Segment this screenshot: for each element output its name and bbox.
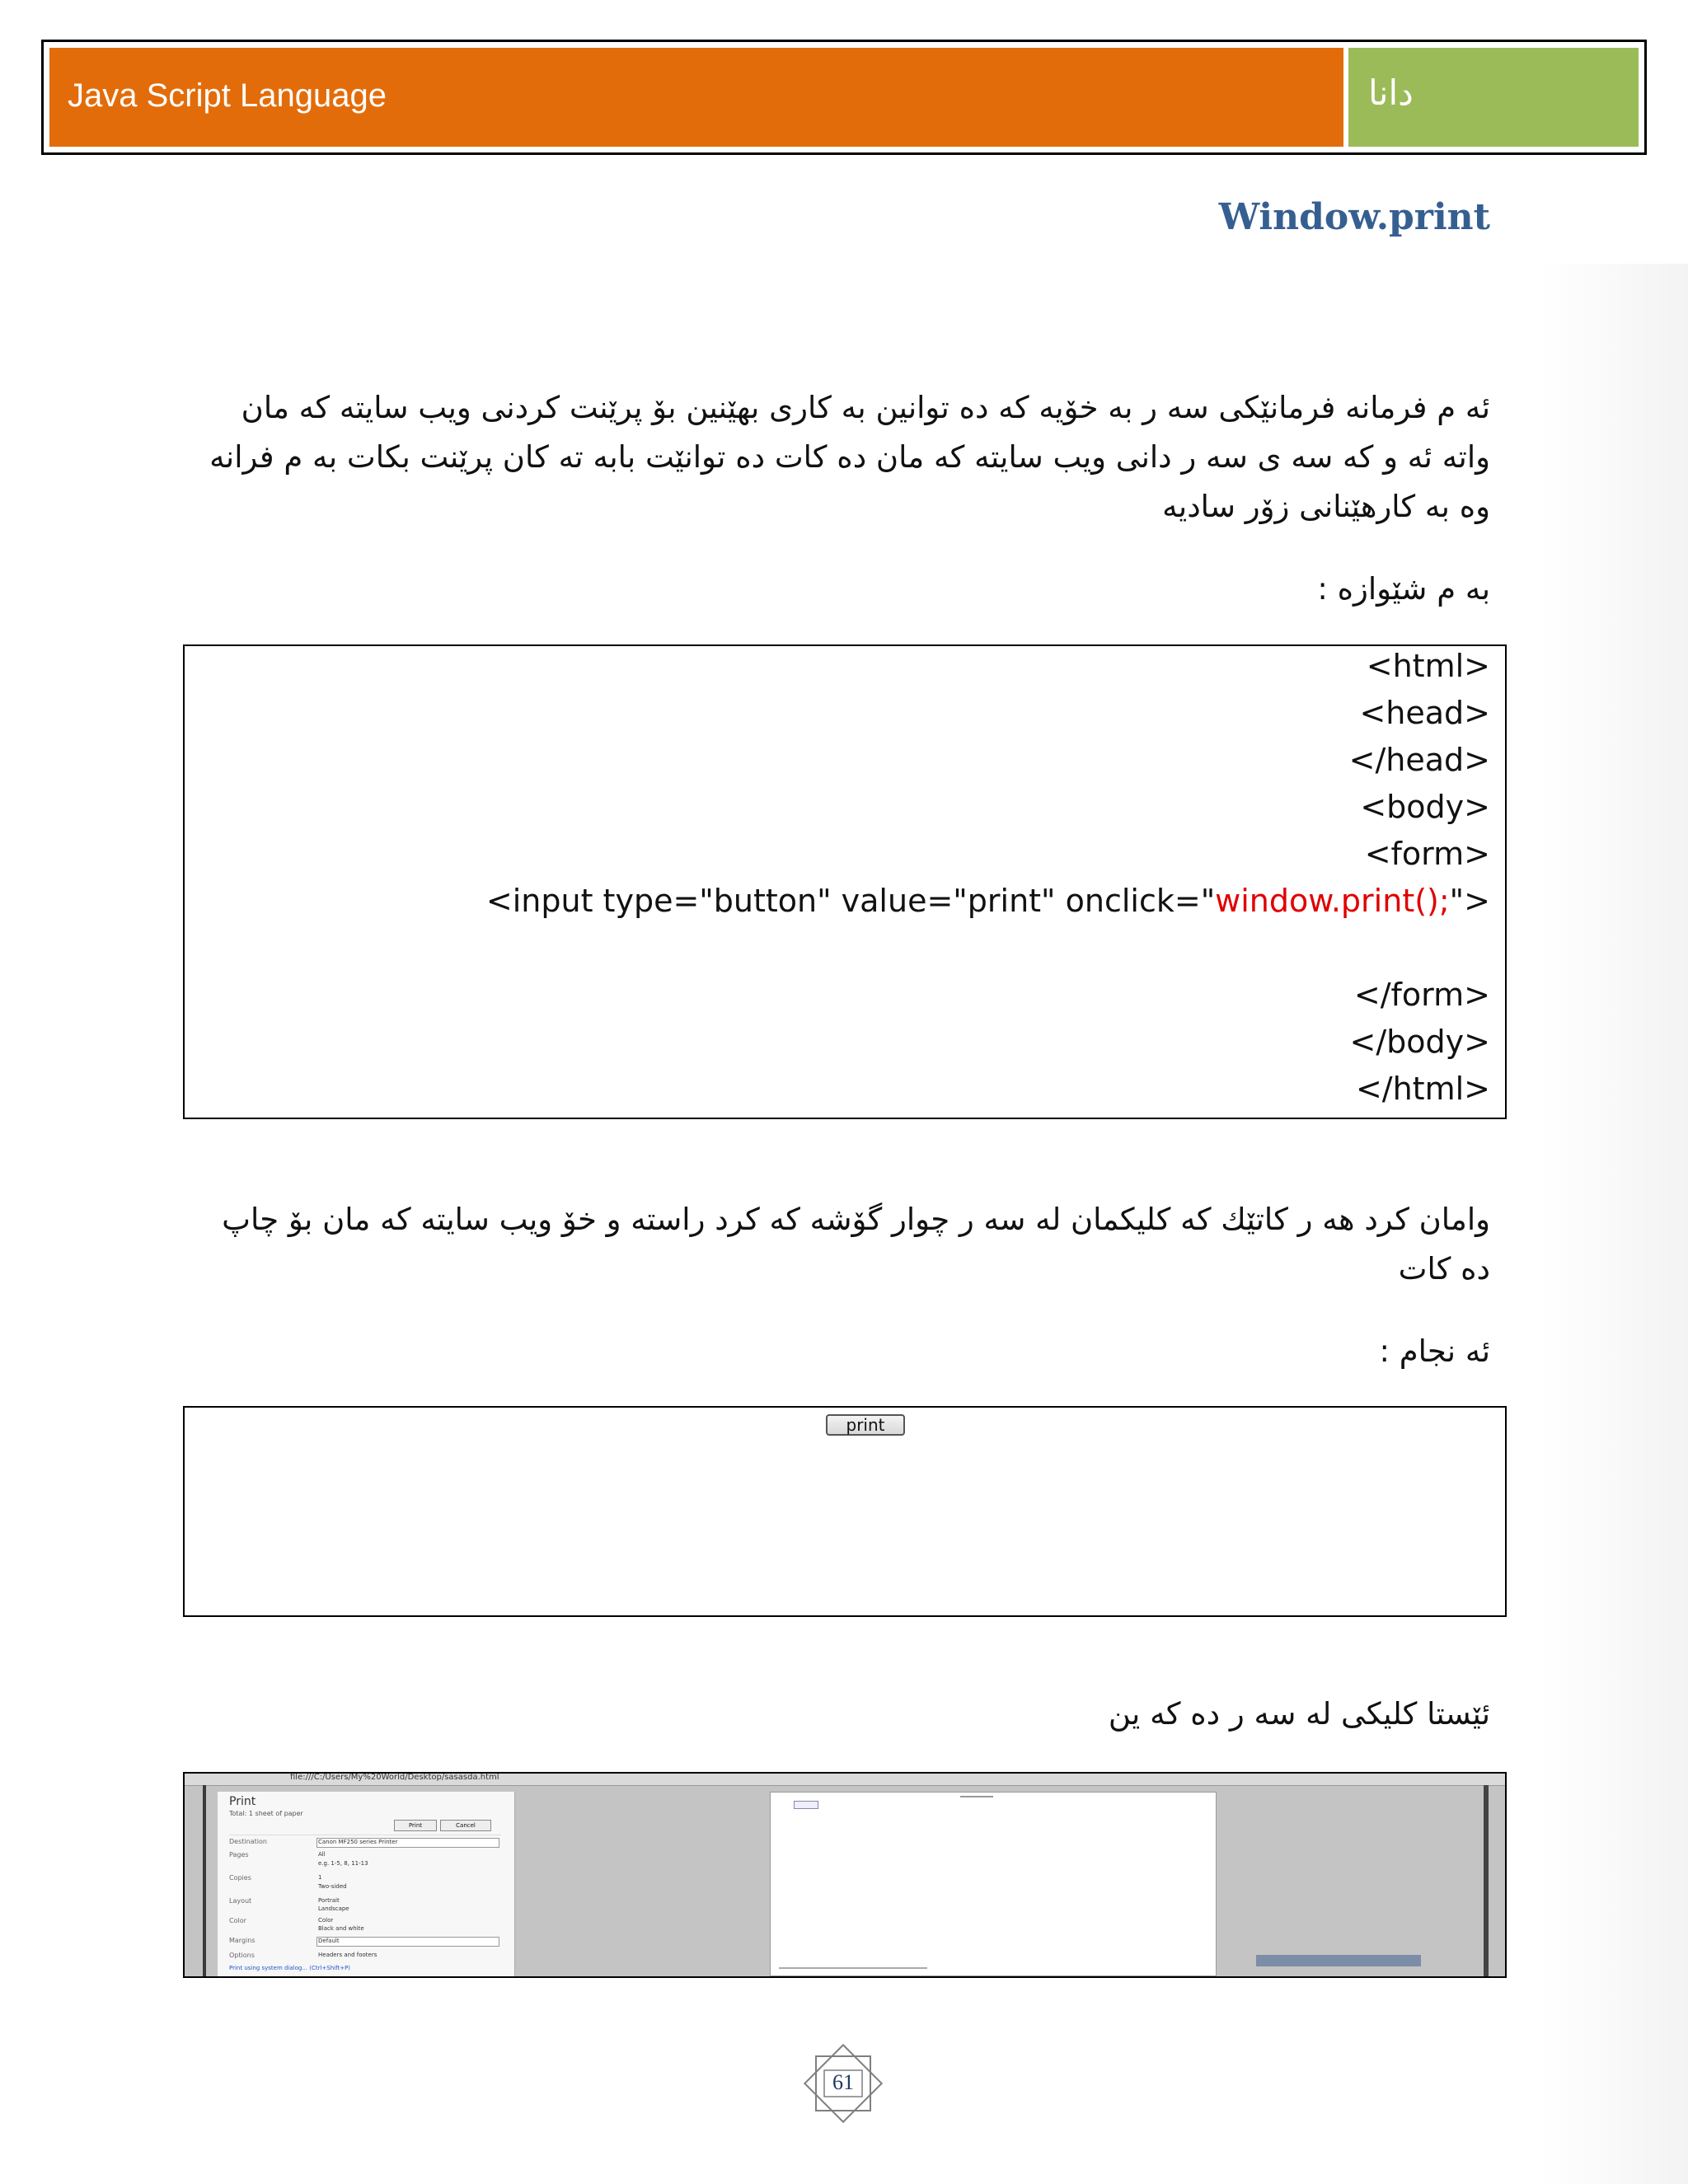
margins-select[interactable] <box>316 1937 499 1947</box>
setting-label: Copies <box>229 1874 251 1882</box>
print-preview-page <box>770 1792 1217 1976</box>
code-line: <form> <box>1364 836 1490 872</box>
setting-value[interactable]: Color <box>318 1917 334 1924</box>
page-number: 61 <box>832 2070 854 2094</box>
header-right-band <box>1348 48 1639 147</box>
code-input-line <box>486 883 1490 919</box>
print-dialog-screenshot <box>183 1772 1507 1978</box>
explanation-line: وامان کرد هه ر کاتێك که کلیکمان له سه ر چوار گۆشه که کرد راسته و خۆ ویب سایته که مان بۆ چاپ <box>222 1202 1490 1237</box>
result-label: ئه نجام : <box>1379 1333 1490 1369</box>
intro-line: واته ئه و که سه ی سه ر دانی ویب سایته که مان ده کات ده توانێت بابه ته کان پرێنت بکات به م فرانه <box>209 439 1490 475</box>
header-left-band <box>49 48 1343 147</box>
syntax-label: به م شێوازه : <box>1317 571 1490 607</box>
dialog-total: Total: 1 sheet of paper <box>229 1810 303 1817</box>
code-line: <html> <box>1366 648 1490 684</box>
print-settings-panel <box>218 1792 515 1978</box>
header-right-title: دانا <box>1368 73 1414 113</box>
setting-label: Options <box>229 1952 255 1959</box>
setting-value[interactable]: 1 <box>318 1874 322 1881</box>
setting-subvalue[interactable]: Two-sided <box>318 1883 347 1890</box>
setting-subvalue[interactable]: Black and white <box>318 1925 364 1932</box>
header-left-title: Java Script Language <box>68 77 387 114</box>
intro-line: وه به کارهێنانی زۆر سادیه <box>1162 489 1490 524</box>
setting-label: Layout <box>229 1897 252 1905</box>
preview-header-text <box>960 1796 993 1797</box>
setting-value: Default <box>318 1938 340 1944</box>
setting-subvalue[interactable]: e.g. 1-5, 8, 11-13 <box>318 1860 368 1867</box>
print-button[interactable]: print <box>826 1414 905 1436</box>
browser-url: file:///C:/Users/My%20World/Desktop/sasasda.html <box>290 1773 499 1782</box>
code-line: </body> <box>1349 1024 1490 1060</box>
setting-label: Pages <box>229 1851 249 1858</box>
explanation-line: ده کات <box>1398 1251 1490 1286</box>
system-dialog-link[interactable]: Print using system dialog... (Ctrl+Shift+P) <box>229 1965 351 1971</box>
code-input-suffix: "> <box>1449 883 1490 919</box>
code-line: </form> <box>1353 977 1490 1013</box>
setting-value[interactable]: Headers and footers <box>318 1952 377 1958</box>
dialog-cancel-button[interactable]: Cancel <box>440 1820 491 1831</box>
setting-label: Destination <box>229 1838 267 1845</box>
browser-address-bar <box>185 1774 1505 1786</box>
dialog-print-button[interactable]: Print <box>394 1820 437 1831</box>
preview-footer-text <box>779 1967 927 1969</box>
intro-paragraph <box>180 383 1490 532</box>
screenshot-right-edge <box>1484 1785 1489 1978</box>
code-line: <head> <box>1359 695 1490 731</box>
setting-value: Canon MF250 series Printer <box>318 1839 398 1845</box>
page-number-ornament <box>798 2042 889 2125</box>
code-line: </head> <box>1348 742 1490 778</box>
explanation-paragraph <box>180 1195 1490 1294</box>
setting-subvalue[interactable]: Landscape <box>318 1905 349 1912</box>
preview-print-button <box>794 1801 818 1809</box>
result-preview <box>183 1406 1507 1617</box>
intro-line: ئه م فرمانه فرمانێکی سه ر به خۆیه که ده توانین به کاری بهێنین بۆ پرێنت کردنی ویب سایته که مان <box>241 390 1490 425</box>
click-instruction: ئێستا کلیکی له سه ر ده که ین <box>1108 1696 1490 1732</box>
code-line: <body> <box>1360 789 1490 825</box>
dialog-title: Print <box>229 1795 256 1808</box>
section-title: Window.print <box>1218 196 1490 238</box>
preview-zoom-controls[interactable] <box>1256 1955 1421 1966</box>
setting-label: Margins <box>229 1937 256 1944</box>
setting-value[interactable]: All <box>318 1851 326 1858</box>
code-block <box>183 644 1507 1119</box>
setting-label: Color <box>229 1917 246 1924</box>
page-edge-shade <box>1540 264 1688 2184</box>
code-input-prefix: <input type="button" value="print" onclick=" <box>485 883 1216 919</box>
setting-value[interactable]: Portrait <box>318 1897 340 1904</box>
code-input-handler: window.print(); <box>1215 883 1450 919</box>
code-line: </html> <box>1355 1071 1490 1107</box>
screenshot-left-edge <box>203 1785 206 1978</box>
